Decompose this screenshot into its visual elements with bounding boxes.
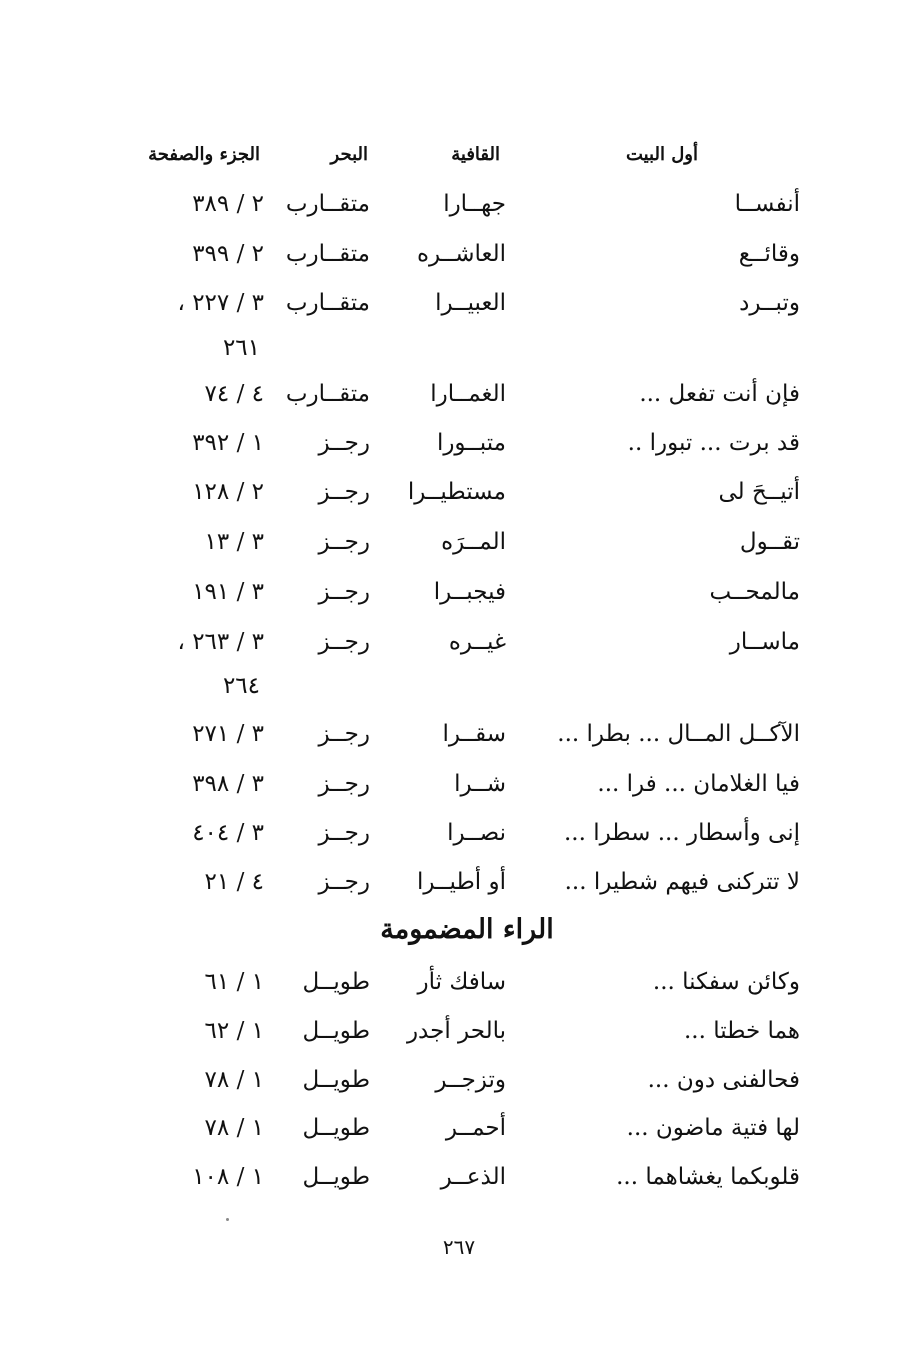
verse-rhyme: مستطيــرا — [407, 479, 506, 505]
verse-opening: أنفســا — [734, 191, 800, 217]
verse-opening: إنى وأسطار ... سطرا ... — [563, 820, 800, 846]
verse-opening: تقــول — [739, 529, 800, 555]
verse-opening: وقائــع — [738, 241, 800, 267]
verse-rhyme: متبــورا — [436, 430, 506, 456]
verse-meter: متقــارب — [285, 191, 370, 217]
verse-rhyme: غيــره — [448, 629, 506, 655]
verse-meter: طويــل — [302, 1018, 370, 1044]
verse-rhyme: وتزجــر — [435, 1067, 506, 1093]
verse-opening: فإن أنت تفعل ... — [639, 381, 800, 407]
table-row — [0, 622, 918, 662]
verse-opening: ماســار — [729, 629, 800, 655]
verse-rhyme: الذعــر — [440, 1164, 506, 1190]
verse-meter: طويــل — [302, 1067, 370, 1093]
table-row — [0, 1060, 918, 1100]
volume-page-ref: ١ / ١٠٨ — [192, 1164, 264, 1190]
verse-meter: متقــارب — [285, 241, 370, 267]
verse-rhyme: العاشــره — [417, 241, 506, 267]
verse-meter: متقــارب — [285, 381, 370, 407]
volume-page-ref: ١ / ٦١ — [204, 969, 264, 995]
table-row — [0, 1011, 918, 1051]
verse-opening: أتيــحَ لى — [718, 479, 800, 505]
print-speck — [226, 1218, 229, 1221]
verse-meter: رجــز — [318, 721, 370, 747]
volume-page-ref: ١ / ٧٨ — [204, 1067, 264, 1093]
verse-opening: فيا الغلامان ... فرا ... — [597, 771, 800, 797]
verse-rhyme: جهــارا — [443, 191, 506, 217]
verse-meter: رجــز — [318, 579, 370, 605]
verse-rhyme: العبيــرا — [435, 290, 506, 316]
verse-opening: لها فتية ماضون ... — [626, 1115, 800, 1141]
table-row — [0, 572, 918, 612]
verse-rhyme: فيجبــرا — [433, 579, 506, 605]
verse-opening: وكائن سفكنا ... — [652, 969, 800, 995]
table-row — [0, 374, 918, 414]
section-heading — [0, 908, 918, 952]
verse-meter: طويــل — [302, 1164, 370, 1190]
volume-page-ref: ٤ / ٧٤ — [204, 381, 264, 407]
table-row — [0, 1108, 918, 1148]
verse-meter: رجــز — [318, 629, 370, 655]
table-row — [0, 1157, 918, 1197]
table-header — [0, 135, 918, 175]
table-row — [0, 764, 918, 804]
table-row — [0, 862, 918, 902]
volume-page-ref: ٣ / ١٣ — [204, 529, 264, 555]
verse-opening: قلوبكما يغشاهما ... — [616, 1164, 800, 1190]
volume-page-ref: ١ / ٦٢ — [204, 1018, 264, 1044]
verse-rhyme: الغمــارا — [430, 381, 506, 407]
page-number-text: ٢٦٧ — [442, 1235, 476, 1259]
verse-opening: وتبــرد — [739, 290, 800, 316]
verse-meter: رجــز — [318, 869, 370, 895]
verse-rhyme: شــرا — [454, 771, 506, 797]
volume-page-ref: ٣ / ٢٢٧ ، — [177, 290, 264, 316]
volume-page-ref: ١ / ٧٨ — [204, 1115, 264, 1141]
verse-rhyme: المــرَه — [441, 529, 506, 555]
header-rhyme: القافية — [451, 144, 500, 165]
verse-rhyme: بالحر أجدر — [406, 1018, 506, 1044]
verse-opening: فحالفنى دون ... — [647, 1067, 800, 1093]
verse-meter: رجــز — [318, 430, 370, 456]
table-row — [0, 283, 918, 323]
table-row — [0, 234, 918, 274]
volume-page-ref: ١ / ٣٩٢ — [192, 430, 264, 456]
volume-page-ref: ٣ / ٣٩٨ — [192, 771, 264, 797]
volume-page-ref: ٣ / ١٩١ — [192, 579, 264, 605]
volume-page-ref: ٤ / ٢١ — [204, 869, 264, 895]
verse-meter: طويــل — [302, 969, 370, 995]
table-row — [0, 813, 918, 853]
volume-page-ref: ٢ / ٣٩٩ — [192, 241, 264, 267]
header-first-line: أول البيت — [625, 144, 698, 165]
volume-page-ref-continued: ٢٦١ — [222, 335, 260, 361]
header-meter: البحر — [330, 144, 368, 165]
verse-opening: لا تتركنى فيهم شطيرا ... — [564, 869, 800, 895]
table-row — [0, 472, 918, 512]
verse-rhyme: سقــرا — [442, 721, 506, 747]
verse-meter: رجــز — [318, 479, 370, 505]
verse-rhyme: سافك ثأر — [417, 969, 506, 995]
verse-opening: هما خطتا ... — [683, 1018, 800, 1044]
table-row — [0, 184, 918, 224]
verse-opening: مالمحــب — [709, 579, 800, 605]
volume-page-ref-continued: ٢٦٤ — [222, 673, 260, 699]
verse-meter: طويــل — [302, 1115, 370, 1141]
verse-opening: قد برت ... تبورا .. — [627, 430, 800, 456]
verse-rhyme: أو أطيــرا — [416, 869, 506, 895]
volume-page-ref: ٢ / ١٢٨ — [192, 479, 264, 505]
page-number — [0, 1232, 918, 1262]
volume-page-ref: ٣ / ٢٧١ — [192, 721, 264, 747]
verse-meter: رجــز — [318, 820, 370, 846]
verse-meter: رجــز — [318, 529, 370, 555]
table-row — [0, 714, 918, 754]
verse-meter: رجــز — [318, 771, 370, 797]
verse-meter: متقــارب — [285, 290, 370, 316]
volume-page-ref: ٢ / ٣٨٩ — [192, 191, 264, 217]
table-row — [0, 423, 918, 463]
table-row — [0, 522, 918, 562]
table-row — [0, 962, 918, 1002]
volume-page-ref: ٣ / ٢٦٣ ، — [177, 629, 264, 655]
header-volume-page: الجزء والصفحة — [148, 144, 260, 165]
verse-opening: الآكــل المــال ... بطرا ... — [557, 721, 800, 747]
section-heading-text: الراء المضمومة — [380, 914, 554, 945]
verse-rhyme: نصــرا — [447, 820, 506, 846]
verse-rhyme: أحمــر — [445, 1115, 506, 1141]
volume-page-ref: ٣ / ٤٠٤ — [192, 820, 264, 846]
